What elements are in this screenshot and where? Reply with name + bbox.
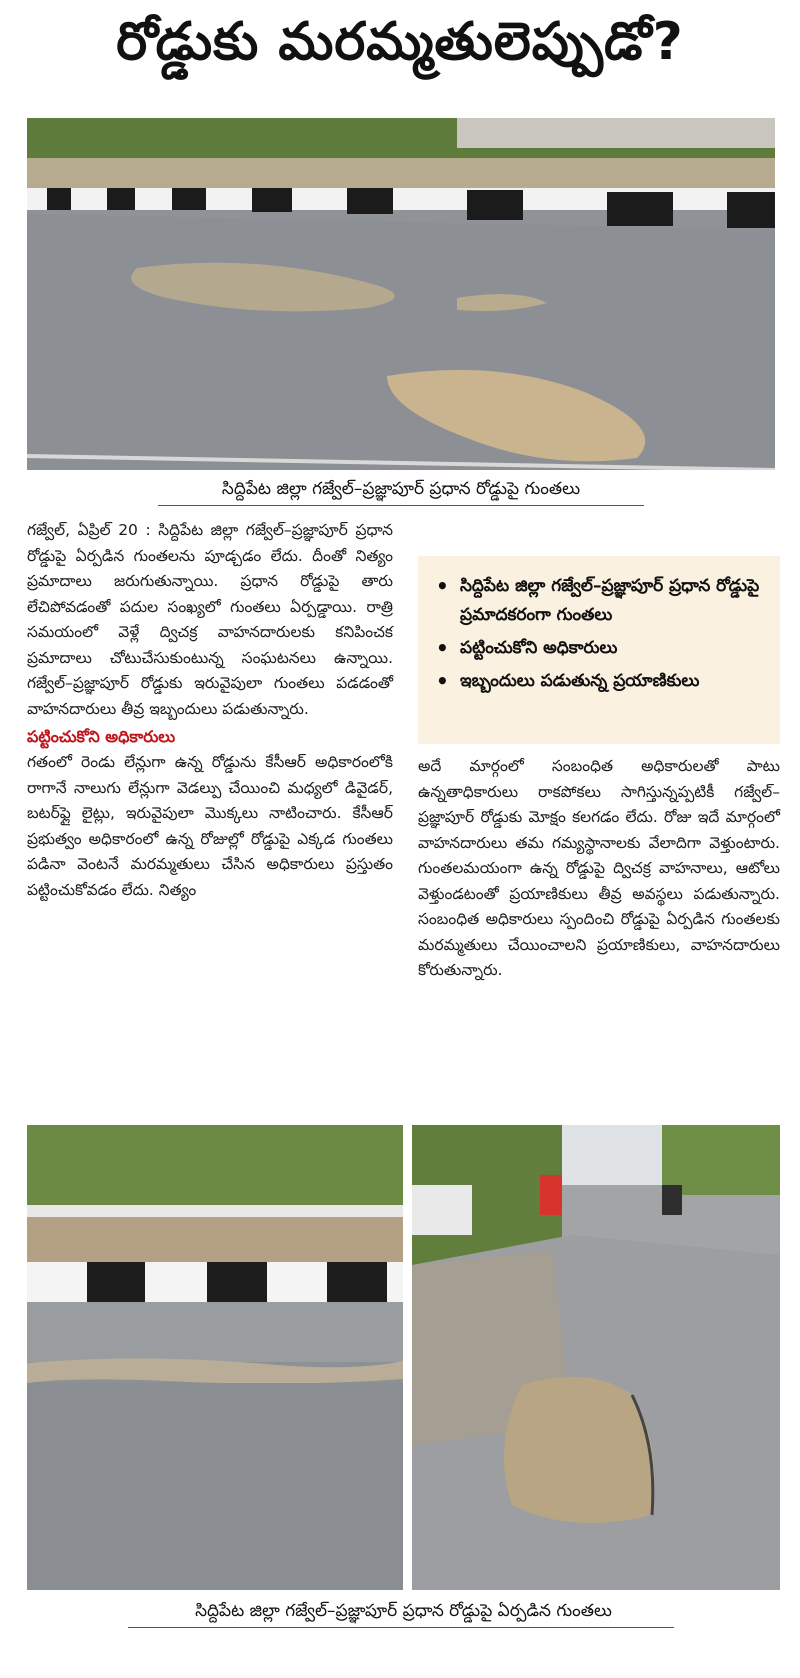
road-potholes-photo-bottom-left — [27, 1125, 403, 1590]
caption-rule-top — [158, 505, 644, 506]
highlights-box — [418, 556, 780, 744]
road-photo-illustration — [27, 118, 775, 470]
article-intro-paragraph: గజ్వేల్, ఏప్రిల్ 20 : సిద్దిపేట జిల్లా గజ్వేల్–ప్రజ్ఞాపూర్ ప్రధాన రోడ్డుపై ఏర్పడిన గుంతలను పూడ్చడం లేదు. దీంతో నిత్యం ప్రమాదాలు జరుగుతున్నాయి. ప్రధాన రోడ్డుపై తారు లేచిపోవడంతో పదుల సంఖ్యలో గుంతలు ఏర్పడ్డాయి. రాత్రి సమయంలో వెళ్లే ద్విచక్ర వాహనదారులకు కనిపించక ప్రమాదాలు చోటుచేసుకుంటున్న సంఘటనలు ఉన్నాయి. గజ్వేల్–ప్రజ్ఞాపూర్ రోడ్డుకు ఇరువైపులా గుంతలు పడడంతో వాహనదారులు తీవ్ర ఇబ్బందులు పడుతున్నారు. — [27, 521, 393, 718]
road-potholes-photo-bottom-right — [412, 1125, 780, 1590]
article-right-column — [418, 754, 780, 984]
article-left-paragraph-2: గతంలో రెండు లేన్లుగా ఉన్న రోడ్డును కేసీఆర్ అధికారంలోకి రాగానే నాలుగు లేన్లుగా వెడల్పు చేయించి మధ్యలో డివైడర్, బటర్‌ఫ్లై లైట్లు, ఇరువైపులా మొక్కలు నాటించారు. కేసీఆర్ ప్రభుత్వం అధికారంలో ఉన్న రోజుల్లో రోడ్డుపై ఎక్కడ గుంతలు పడినా వెంటనే మరమ్మతులు చేసిన అధికారులు ప్రస్తుతం పట్టించుకోవడం లేదు. నిత్యం — [27, 753, 393, 899]
article-left-column — [27, 518, 393, 903]
bullet-icon: • — [436, 636, 449, 660]
highlight-item — [436, 634, 762, 663]
road-potholes-photo-top — [27, 118, 775, 470]
bullet-icon: • — [436, 574, 449, 598]
top-photo-caption: సిద్దిపేట జిల్లా గజ్వేల్–ప్రజ్ఞాపూర్ ప్రధాన రోడ్డుపై గుంతలు — [221, 479, 581, 499]
bullet-icon: • — [436, 669, 449, 693]
highlight-text: సిద్దిపేట జిల్లా గజ్వేల్–ప్రజ్ఞాపూర్ ప్రధాన రోడ్డుపై ప్రమాదకరంగా గుంతలు — [460, 576, 760, 625]
road-photo-illustration — [27, 1125, 403, 1590]
article-subheading: పట్టించుకోని అధికారులు — [27, 727, 176, 746]
highlight-item — [436, 667, 762, 696]
road-photo-illustration — [412, 1125, 780, 1590]
highlights-list — [436, 572, 762, 696]
article-right-paragraph: అదే మార్గంలో సంబంధిత అధికారులతో పాటు ఉన్నతాధికారులు రాకపోకలు సాగిస్తున్నప్పటికీ గజ్వేల్–ప్రజ్ఞాపూర్ రోడ్డుకు మోక్షం కలగడం లేదు. రోజు ఇదే మార్గంలో వాహనదారులు తమ గమ్యస్థానాలకు వేలాదిగా వెళ్తుంటారు. గుంతలమయంగా ఉన్న రోడ్డుపై ద్విచక్ర వాహనాలు, ఆటోలు వెళ్తుండటంతో ప్రయాణికులు తీవ్ర అవస్థలు పడుతున్నారు. సంబంధిత అధికారులు స్పందించి రోడ్డుపై ఏర్పడిన గుంతలకు మరమ్మతులు చేయించాలని ప్రయాణికులు, వాహనదారులు కోరుతున్నారు. — [418, 757, 780, 979]
highlight-item — [436, 572, 762, 630]
caption-rule-bottom — [128, 1627, 674, 1628]
highlight-text: పట్టించుకోని అధికారులు — [460, 638, 618, 658]
headline: రోడ్డుకు మరమ్మతులెప్పుడో? — [116, 12, 684, 72]
bottom-photo-caption: సిద్దిపేట జిల్లా గజ్వేల్–ప్రజ్ఞాపూర్ ప్రధాన రోడ్డుపై ఏర్పడిన గుంతలు — [195, 1601, 612, 1621]
highlight-text: ఇబ్బందులు పడుతున్న ప్రయాణికులు — [460, 671, 700, 691]
